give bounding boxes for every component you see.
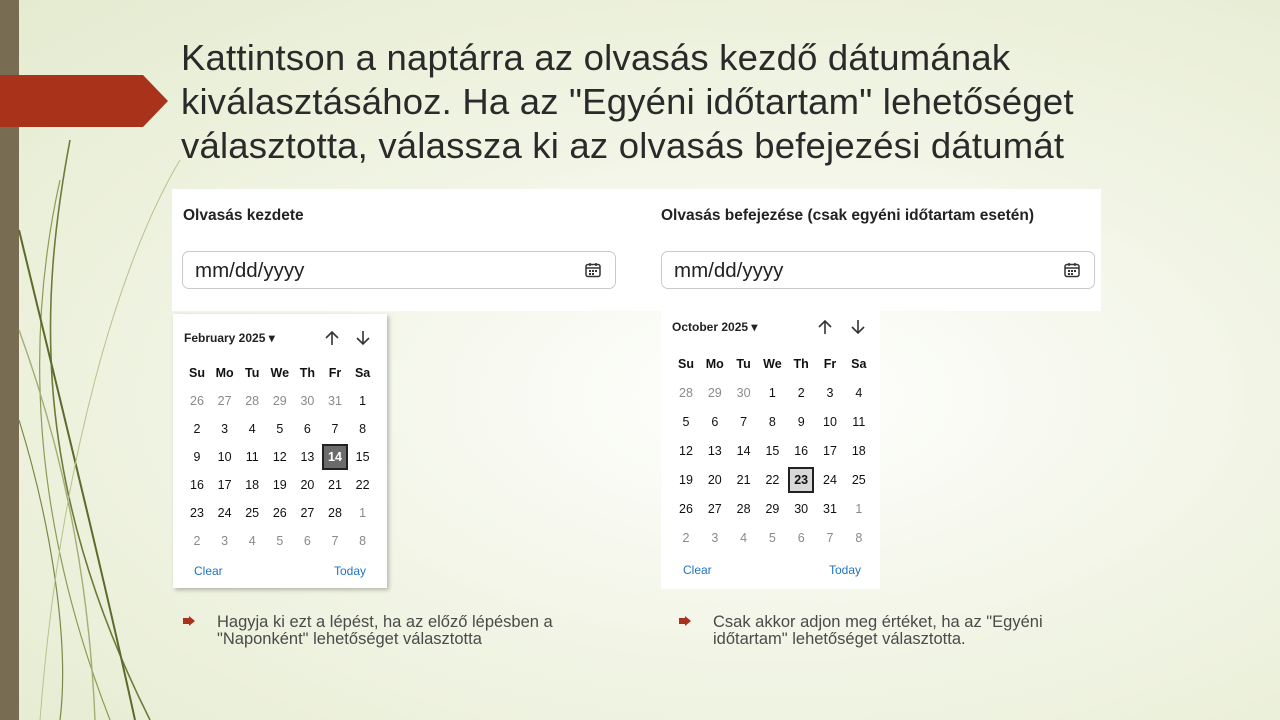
- day-cell[interactable]: 26: [190, 394, 204, 408]
- day-cell[interactable]: 4: [740, 531, 748, 545]
- day-cell[interactable]: 7: [826, 531, 834, 545]
- weekday-header: Sa: [851, 357, 867, 371]
- slide-title: Kattintson a naptárra az olvasás kezdő dátumának kiválasztásához. Ha az "Egyéni időtartam" lehetőséget választotta, válassza ki az olvasás befejezési dátumát: [181, 37, 1074, 166]
- weekday-header: We: [270, 366, 290, 380]
- month-year-label: February 2025: [184, 331, 266, 345]
- weekday-header: Fr: [823, 357, 837, 371]
- day-cell[interactable]: 6: [797, 531, 805, 545]
- caret-down-icon: ▾: [751, 320, 758, 334]
- end-date-label: Olvasás befejezése (csak egyéni időtartam esetén): [661, 207, 1035, 224]
- day-cell[interactable]: 29: [272, 394, 287, 408]
- day-cell[interactable]: 15: [355, 450, 370, 464]
- day-cell[interactable]: 5: [276, 422, 284, 436]
- weekday-header: Fr: [328, 366, 342, 380]
- month-year-dropdown[interactable]: [184, 331, 275, 345]
- title-arrow-shape: [0, 75, 170, 127]
- arrow-up-icon[interactable]: [816, 318, 834, 336]
- today-link[interactable]: Today: [334, 564, 367, 578]
- day-cell[interactable]: 8: [855, 531, 863, 545]
- day-cell[interactable]: 28: [679, 386, 693, 400]
- arrow-down-icon[interactable]: [354, 329, 372, 347]
- day-cell[interactable]: 1: [359, 394, 367, 408]
- day-cell[interactable]: 20: [300, 478, 315, 492]
- day-cell[interactable]: 30: [794, 502, 809, 516]
- day-cell[interactable]: 17: [823, 444, 837, 458]
- day-cell[interactable]: 1: [855, 502, 863, 516]
- day-cell[interactable]: 27: [217, 394, 232, 408]
- day-cell[interactable]: 9: [193, 450, 201, 464]
- day-cell[interactable]: 9: [797, 415, 805, 429]
- selected-day-cell[interactable]: 23: [788, 467, 814, 493]
- day-cell[interactable]: 5: [276, 534, 284, 548]
- day-cell[interactable]: 28: [328, 506, 342, 520]
- day-cell[interactable]: 18: [245, 478, 260, 492]
- day-cell[interactable]: 24: [217, 506, 232, 520]
- weekday-header: Th: [793, 357, 809, 371]
- day-cell[interactable]: 15: [765, 444, 780, 458]
- day-cell[interactable]: 13: [707, 444, 722, 458]
- day-cell[interactable]: 24: [823, 473, 837, 487]
- weekday-header: Su: [678, 357, 694, 371]
- day-cell[interactable]: 3: [711, 531, 719, 545]
- day-cell[interactable]: 31: [823, 502, 837, 516]
- day-cell[interactable]: 12: [272, 450, 287, 464]
- day-cell[interactable]: 7: [331, 534, 339, 548]
- day-cell[interactable]: 27: [707, 502, 722, 516]
- caret-down-icon: ▾: [268, 331, 275, 345]
- arrow-bullet-icon: [183, 616, 195, 626]
- selected-day-cell[interactable]: 14: [322, 444, 348, 470]
- calendar-icon[interactable]: [585, 262, 601, 278]
- day-cell[interactable]: 7: [331, 422, 339, 436]
- day-cell[interactable]: 6: [303, 422, 311, 436]
- day-cell[interactable]: 8: [359, 422, 367, 436]
- day-cell[interactable]: 5: [682, 415, 690, 429]
- day-cell[interactable]: 20: [707, 473, 722, 487]
- day-cell[interactable]: 26: [679, 502, 693, 516]
- month-year-dropdown[interactable]: [672, 320, 757, 334]
- day-cell[interactable]: 13: [300, 450, 315, 464]
- day-cell[interactable]: 29: [707, 386, 722, 400]
- day-cell[interactable]: 22: [355, 478, 370, 492]
- day-cell[interactable]: 1: [359, 506, 367, 520]
- right-note-text: Csak akkor adjon meg értéket, ha az "Egyéni időtartam" lehetőséget választotta.: [713, 613, 1043, 648]
- day-cell[interactable]: 10: [217, 450, 232, 464]
- day-cell[interactable]: 19: [272, 478, 287, 492]
- start-date-placeholder: mm/dd/yyyy: [195, 259, 305, 282]
- day-cell[interactable]: 31: [328, 394, 342, 408]
- clear-link[interactable]: Clear: [194, 564, 223, 578]
- end-date-calendar: [661, 311, 880, 589]
- day-cell[interactable]: 2: [682, 531, 690, 545]
- weekday-header: Tu: [245, 366, 260, 380]
- day-cell[interactable]: 16: [190, 478, 204, 492]
- day-cell[interactable]: 16: [794, 444, 809, 458]
- today-link[interactable]: Today: [829, 563, 862, 577]
- day-cell[interactable]: 17: [217, 478, 232, 492]
- start-date-label: Olvasás kezdete: [183, 207, 304, 224]
- arrow-down-icon[interactable]: [849, 318, 867, 336]
- day-cell[interactable]: 10: [823, 415, 837, 429]
- start-date-input[interactable]: [182, 251, 616, 289]
- day-cell[interactable]: 8: [768, 415, 776, 429]
- day-cell[interactable]: 14: [736, 444, 751, 458]
- day-cell[interactable]: 2: [797, 386, 805, 400]
- end-date-panel: [632, 189, 1101, 311]
- left-note-text: Hagyja ki ezt a lépést, ha az előző lépésben a "Naponként" lehetőséget választotta: [217, 613, 553, 648]
- weekday-header: Mo: [705, 357, 724, 371]
- weekday-header: Mo: [215, 366, 234, 380]
- day-cell[interactable]: 11: [245, 450, 259, 464]
- calendar-icon[interactable]: [1064, 262, 1080, 278]
- arrow-up-icon[interactable]: [323, 329, 341, 347]
- weekday-header: Sa: [354, 366, 371, 380]
- day-cell[interactable]: 4: [248, 534, 256, 548]
- day-cell[interactable]: 3: [221, 422, 229, 436]
- day-cell[interactable]: 4: [855, 386, 863, 400]
- day-cell[interactable]: 30: [736, 386, 751, 400]
- day-cell[interactable]: 21: [736, 473, 751, 487]
- day-cell[interactable]: 30: [300, 394, 315, 408]
- weekday-header: Su: [189, 366, 205, 380]
- day-cell[interactable]: 26: [272, 506, 287, 520]
- start-date-calendar: [173, 314, 387, 588]
- day-cell[interactable]: 4: [248, 422, 256, 436]
- clear-link[interactable]: Clear: [683, 563, 712, 577]
- day-cell[interactable]: 23: [190, 506, 204, 520]
- day-cell[interactable]: 28: [736, 502, 751, 516]
- day-cell[interactable]: 19: [679, 473, 693, 487]
- day-cell[interactable]: 12: [679, 444, 693, 458]
- start-date-panel: [172, 189, 632, 311]
- day-cell[interactable]: 18: [851, 444, 866, 458]
- weekday-header: Th: [299, 366, 316, 380]
- day-cell[interactable]: 8: [359, 534, 367, 548]
- day-cell[interactable]: 7: [740, 415, 748, 429]
- arrow-bullet-icon: [679, 616, 691, 626]
- day-cell[interactable]: 3: [221, 534, 229, 548]
- day-cell[interactable]: 2: [193, 422, 201, 436]
- day-cell[interactable]: 21: [328, 478, 342, 492]
- day-cell[interactable]: 28: [245, 394, 260, 408]
- end-date-placeholder: mm/dd/yyyy: [674, 259, 784, 282]
- day-cell[interactable]: 11: [852, 415, 866, 429]
- month-year-label: October 2025: [672, 320, 749, 334]
- day-cell[interactable]: 25: [245, 506, 260, 520]
- day-cell[interactable]: 22: [765, 473, 780, 487]
- day-cell[interactable]: 25: [851, 473, 866, 487]
- weekday-header: We: [763, 357, 782, 371]
- day-cell[interactable]: 27: [300, 506, 315, 520]
- day-cell[interactable]: 5: [768, 531, 776, 545]
- day-cell[interactable]: 1: [768, 386, 776, 400]
- weekday-header: Tu: [736, 357, 751, 371]
- day-cell[interactable]: 6: [711, 415, 719, 429]
- day-cell[interactable]: 29: [765, 502, 780, 516]
- day-cell[interactable]: 3: [826, 386, 834, 400]
- day-cell[interactable]: 6: [303, 534, 311, 548]
- day-cell[interactable]: 2: [193, 534, 201, 548]
- end-date-input[interactable]: [661, 251, 1095, 289]
